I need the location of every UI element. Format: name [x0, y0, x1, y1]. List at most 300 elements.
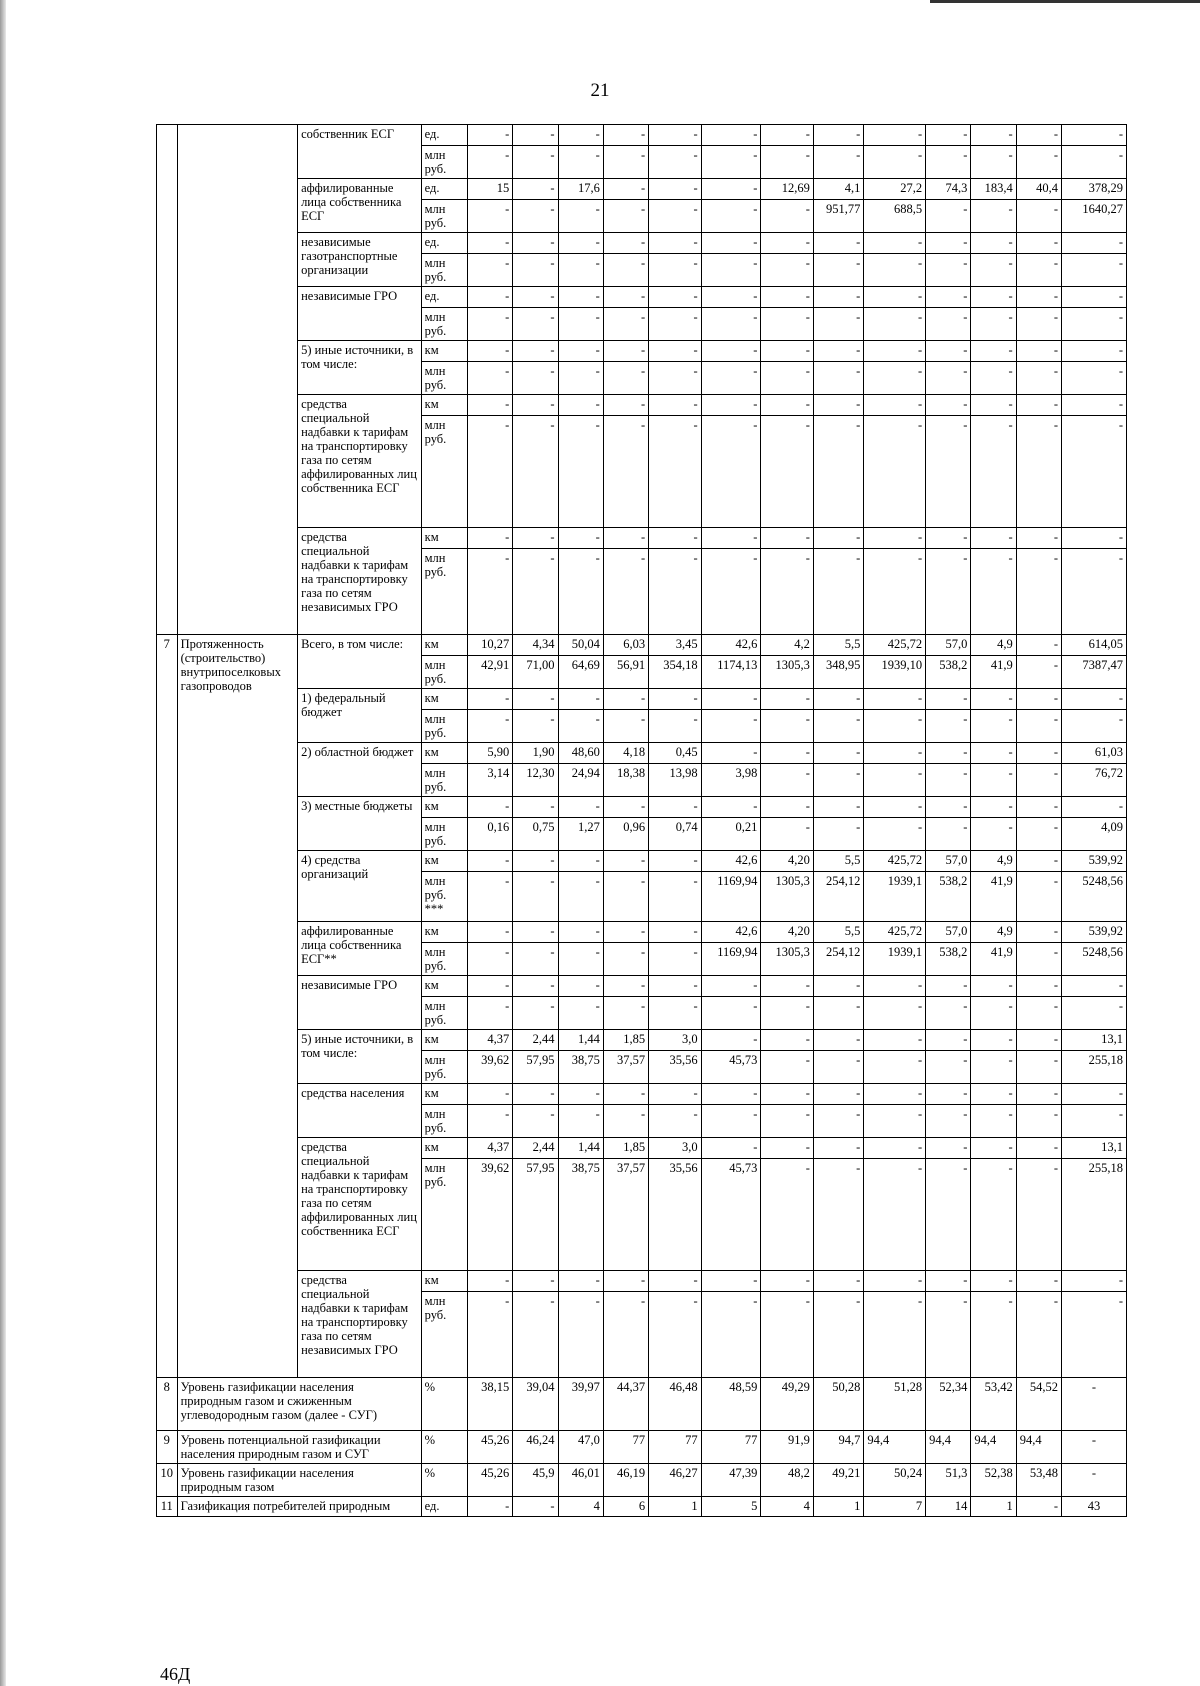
value-cell: -	[761, 528, 814, 549]
value-cell: -	[513, 872, 558, 922]
indicator-name: Уровень потенциальной газификации населения природным газом и СУГ	[177, 1431, 421, 1464]
indicator-name: Уровень газификации населения природным газом и сжиженным углеводородным газом (далее - СУГ)	[177, 1378, 421, 1431]
value-cell: -	[926, 125, 971, 146]
value-cell: -	[1016, 997, 1061, 1030]
value-cell: 1169,94	[701, 943, 761, 976]
value-cell: -	[761, 362, 814, 395]
value-cell: -	[558, 125, 603, 146]
value-cell: 18,38	[603, 764, 648, 797]
value-cell: -	[864, 233, 926, 254]
value-cell: -	[971, 254, 1016, 287]
value-cell: -	[864, 743, 926, 764]
value-cell: 35,56	[649, 1051, 702, 1084]
value-cell: -	[926, 818, 971, 851]
value-cell: -	[1062, 1378, 1127, 1431]
value-cell: -	[761, 797, 814, 818]
value-cell: -	[701, 416, 761, 528]
value-cell: 39,97	[558, 1378, 603, 1431]
value-cell: 1	[971, 1497, 1016, 1517]
value-cell: 1640,27	[1062, 200, 1127, 233]
value-cell: -	[1016, 308, 1061, 341]
value-cell: -	[603, 549, 648, 635]
value-cell: 46,48	[649, 1378, 702, 1431]
value-cell: -	[1016, 146, 1061, 179]
value-cell: -	[926, 797, 971, 818]
value-cell: 49,21	[813, 1464, 863, 1497]
value-cell: -	[971, 1030, 1016, 1051]
value-cell: -	[1016, 341, 1061, 362]
value-cell: -	[649, 851, 702, 872]
value-cell: -	[649, 689, 702, 710]
value-cell: -	[813, 1159, 863, 1271]
value-cell: -	[1062, 1271, 1127, 1292]
value-cell: 57,0	[926, 922, 971, 943]
value-cell: -	[1016, 743, 1061, 764]
unit-cell: ед.	[421, 233, 467, 254]
value-cell: 1169,94	[701, 872, 761, 922]
value-cell: -	[761, 1084, 814, 1105]
value-cell: -	[813, 528, 863, 549]
value-cell: 0,96	[603, 818, 648, 851]
value-cell: 51,3	[926, 1464, 971, 1497]
value-cell: -	[558, 997, 603, 1030]
value-cell: -	[603, 362, 648, 395]
unit-cell: км	[421, 976, 467, 997]
value-cell: -	[603, 997, 648, 1030]
value-cell: 1,85	[603, 1138, 648, 1159]
value-cell: 45,26	[467, 1464, 512, 1497]
value-cell: -	[1016, 1159, 1061, 1271]
value-cell: -	[467, 287, 512, 308]
value-cell: -	[603, 710, 648, 743]
table-row	[157, 743, 1127, 764]
value-cell: -	[649, 710, 702, 743]
unit-cell: км	[421, 1138, 467, 1159]
value-cell: -	[761, 710, 814, 743]
value-cell: -	[558, 287, 603, 308]
value-cell: 74,3	[926, 179, 971, 200]
unit-cell: млн руб.	[421, 146, 467, 179]
value-cell: 3,98	[701, 764, 761, 797]
value-cell: -	[971, 1084, 1016, 1105]
value-cell: -	[1062, 362, 1127, 395]
value-cell: -	[603, 416, 648, 528]
unit-cell: млн руб.	[421, 764, 467, 797]
value-cell: -	[926, 395, 971, 416]
value-cell: -	[701, 1292, 761, 1378]
table-row	[157, 287, 1127, 308]
value-cell: -	[926, 1084, 971, 1105]
value-cell: 4,37	[467, 1138, 512, 1159]
value-cell: 1939,1	[864, 872, 926, 922]
value-cell: -	[813, 1030, 863, 1051]
value-cell: -	[971, 1105, 1016, 1138]
value-cell: -	[864, 1159, 926, 1271]
value-cell: -	[513, 1292, 558, 1378]
value-cell: -	[813, 233, 863, 254]
value-cell: -	[649, 872, 702, 922]
value-cell: -	[926, 200, 971, 233]
source-label: средства специальной надбавки к тарифам на транспортировку газа по сетям независимых ГРО	[298, 1271, 422, 1378]
value-cell: -	[864, 308, 926, 341]
value-cell: -	[813, 287, 863, 308]
value-cell: 5,5	[813, 922, 863, 943]
value-cell: -	[467, 1271, 512, 1292]
value-cell: -	[603, 179, 648, 200]
value-cell: 46,24	[513, 1431, 558, 1464]
value-cell: -	[971, 287, 1016, 308]
value-cell: -	[467, 308, 512, 341]
value-cell: -	[1016, 764, 1061, 797]
value-cell: -	[701, 1105, 761, 1138]
value-cell: -	[761, 818, 814, 851]
value-cell: -	[1062, 308, 1127, 341]
source-label: независимые газотранспортные организации	[298, 233, 422, 287]
value-cell: -	[467, 922, 512, 943]
value-cell: -	[761, 976, 814, 997]
value-cell: -	[701, 710, 761, 743]
value-cell: -	[926, 254, 971, 287]
unit-cell: %	[421, 1464, 467, 1497]
value-cell: -	[971, 764, 1016, 797]
value-cell: 42,91	[467, 656, 512, 689]
source-label: аффилированные лица собственника ЕСГ**	[298, 922, 422, 976]
unit-cell: км	[421, 1030, 467, 1051]
value-cell: 6,03	[603, 635, 648, 656]
value-cell: -	[761, 146, 814, 179]
value-cell: 4,9	[971, 922, 1016, 943]
value-cell: -	[813, 997, 863, 1030]
value-cell: 94,7	[813, 1431, 863, 1464]
value-cell: -	[1062, 416, 1127, 528]
value-cell: -	[1062, 1105, 1127, 1138]
value-cell: -	[813, 1138, 863, 1159]
value-cell: -	[926, 743, 971, 764]
value-cell: -	[971, 341, 1016, 362]
table-row	[157, 1030, 1127, 1051]
value-cell: -	[558, 254, 603, 287]
value-cell: 50,04	[558, 635, 603, 656]
value-cell: -	[761, 549, 814, 635]
value-cell: 57,95	[513, 1159, 558, 1271]
value-cell: 46,27	[649, 1464, 702, 1497]
table-row	[157, 851, 1127, 872]
value-cell: -	[1016, 635, 1061, 656]
value-cell: -	[513, 710, 558, 743]
value-cell: -	[513, 362, 558, 395]
value-cell: -	[971, 797, 1016, 818]
value-cell: -	[926, 1051, 971, 1084]
value-cell: 38,15	[467, 1378, 512, 1431]
value-cell: -	[813, 395, 863, 416]
value-cell: -	[813, 743, 863, 764]
value-cell: -	[603, 1084, 648, 1105]
value-cell: -	[1016, 656, 1061, 689]
value-cell: -	[1016, 851, 1061, 872]
value-cell: -	[701, 233, 761, 254]
source-label: средства специальной надбавки к тарифам на транспортировку газа по сетям аффилированных лиц собственника ЕСГ	[298, 395, 422, 528]
value-cell: 4,09	[1062, 818, 1127, 851]
value-cell: -	[926, 1159, 971, 1271]
value-cell: 77	[603, 1431, 648, 1464]
value-cell: 42,6	[701, 635, 761, 656]
value-cell: -	[813, 797, 863, 818]
value-cell: 47,0	[558, 1431, 603, 1464]
value-cell: 56,91	[603, 656, 648, 689]
value-cell: -	[1016, 125, 1061, 146]
value-cell: -	[649, 1105, 702, 1138]
value-cell: -	[1062, 976, 1127, 997]
value-cell: -	[761, 125, 814, 146]
value-cell: 378,29	[1062, 179, 1127, 200]
value-cell: -	[971, 1051, 1016, 1084]
value-cell: -	[761, 308, 814, 341]
value-cell: -	[864, 416, 926, 528]
value-cell: 1	[813, 1497, 863, 1517]
value-cell: -	[649, 341, 702, 362]
value-cell: -	[926, 528, 971, 549]
value-cell: -	[467, 689, 512, 710]
value-cell: -	[649, 254, 702, 287]
value-cell: 24,94	[558, 764, 603, 797]
value-cell: -	[864, 549, 926, 635]
value-cell: 47,39	[701, 1464, 761, 1497]
value-cell: -	[1062, 146, 1127, 179]
source-label: 1) федеральный бюджет	[298, 689, 422, 743]
value-cell: -	[513, 395, 558, 416]
row-number: 7	[157, 635, 178, 1378]
value-cell: -	[701, 1084, 761, 1105]
value-cell: -	[467, 872, 512, 922]
value-cell: -	[1062, 528, 1127, 549]
table-row	[157, 1271, 1127, 1292]
value-cell: -	[649, 1084, 702, 1105]
value-cell: -	[1016, 1497, 1061, 1517]
value-cell: -	[513, 1105, 558, 1138]
unit-cell: км	[421, 395, 467, 416]
value-cell: -	[971, 125, 1016, 146]
value-cell: -	[761, 1105, 814, 1138]
value-cell: -	[701, 976, 761, 997]
unit-cell: млн руб.	[421, 1051, 467, 1084]
value-cell: -	[603, 1292, 648, 1378]
value-cell: 1939,1	[864, 943, 926, 976]
value-cell: -	[1016, 797, 1061, 818]
value-cell: 45,9	[513, 1464, 558, 1497]
value-cell: -	[1016, 872, 1061, 922]
value-cell: -	[701, 743, 761, 764]
value-cell: -	[467, 710, 512, 743]
value-cell: 46,19	[603, 1464, 648, 1497]
value-cell: -	[971, 818, 1016, 851]
value-cell: -	[971, 146, 1016, 179]
value-cell: -	[926, 689, 971, 710]
value-cell: -	[971, 710, 1016, 743]
unit-cell: млн руб.	[421, 200, 467, 233]
value-cell: 38,75	[558, 1051, 603, 1084]
value-cell: -	[513, 1497, 558, 1517]
unit-cell: км	[421, 1271, 467, 1292]
value-cell: 538,2	[926, 656, 971, 689]
value-cell: 614,05	[1062, 635, 1127, 656]
value-cell: -	[649, 549, 702, 635]
value-cell: -	[971, 1271, 1016, 1292]
value-cell: -	[513, 341, 558, 362]
value-cell: -	[1016, 1051, 1061, 1084]
value-cell: -	[558, 308, 603, 341]
value-cell: -	[761, 200, 814, 233]
value-cell: -	[813, 362, 863, 395]
value-cell: -	[701, 146, 761, 179]
table-row	[157, 1497, 1127, 1517]
value-cell: -	[971, 416, 1016, 528]
value-cell: -	[1062, 710, 1127, 743]
value-cell: -	[813, 818, 863, 851]
source-label: средства специальной надбавки к тарифам на транспортировку газа по сетям аффилированных лиц собственника ЕСГ	[298, 1138, 422, 1271]
value-cell: -	[558, 146, 603, 179]
unit-cell: км	[421, 1084, 467, 1105]
value-cell: -	[467, 362, 512, 395]
value-cell: -	[1062, 1084, 1127, 1105]
unit-cell: млн руб.	[421, 308, 467, 341]
value-cell: 39,04	[513, 1378, 558, 1431]
value-cell: -	[1062, 125, 1127, 146]
value-cell: -	[864, 710, 926, 743]
value-cell: -	[864, 797, 926, 818]
value-cell: -	[513, 179, 558, 200]
value-cell: -	[513, 797, 558, 818]
value-cell: -	[603, 1105, 648, 1138]
value-cell: -	[701, 308, 761, 341]
value-cell: -	[971, 308, 1016, 341]
value-cell: 77	[701, 1431, 761, 1464]
value-cell: -	[603, 125, 648, 146]
unit-cell: км	[421, 528, 467, 549]
value-cell: -	[513, 416, 558, 528]
value-cell: -	[701, 1030, 761, 1051]
value-cell: -	[761, 1051, 814, 1084]
value-cell: -	[513, 528, 558, 549]
value-cell: -	[813, 1271, 863, 1292]
value-cell: -	[649, 362, 702, 395]
value-cell: -	[558, 395, 603, 416]
value-cell: 5248,56	[1062, 943, 1127, 976]
table-row	[157, 125, 1127, 146]
value-cell: 4,9	[971, 635, 1016, 656]
value-cell: -	[813, 976, 863, 997]
value-cell: -	[603, 528, 648, 549]
value-cell: -	[813, 1292, 863, 1378]
value-cell: 50,24	[864, 1464, 926, 1497]
value-cell: -	[926, 362, 971, 395]
value-cell: -	[513, 976, 558, 997]
value-cell: -	[467, 254, 512, 287]
value-cell: -	[513, 943, 558, 976]
value-cell: -	[761, 287, 814, 308]
value-cell: 94,4	[971, 1431, 1016, 1464]
value-cell: 52,38	[971, 1464, 1016, 1497]
table-row	[157, 1138, 1127, 1159]
value-cell: -	[1016, 362, 1061, 395]
value-cell: -	[701, 528, 761, 549]
value-cell: 38,75	[558, 1159, 603, 1271]
value-cell: -	[603, 146, 648, 179]
value-cell: -	[558, 362, 603, 395]
value-cell: 12,30	[513, 764, 558, 797]
value-cell: 4,2	[761, 635, 814, 656]
value-cell: -	[1016, 416, 1061, 528]
value-cell: -	[558, 689, 603, 710]
value-cell: 91,9	[761, 1431, 814, 1464]
table-row	[157, 1431, 1127, 1464]
value-cell: 4,9	[971, 851, 1016, 872]
value-cell: -	[864, 362, 926, 395]
value-cell: -	[1062, 395, 1127, 416]
source-label: собственник ЕСГ	[298, 125, 422, 179]
value-cell: -	[513, 851, 558, 872]
value-cell: 45,73	[701, 1159, 761, 1271]
value-cell: 255,18	[1062, 1051, 1127, 1084]
value-cell: 3,45	[649, 635, 702, 656]
value-cell: -	[603, 308, 648, 341]
value-cell: 49,29	[761, 1378, 814, 1431]
value-cell: -	[1016, 287, 1061, 308]
value-cell: 0,74	[649, 818, 702, 851]
value-cell: -	[926, 233, 971, 254]
value-cell: -	[864, 1292, 926, 1378]
value-cell: -	[649, 179, 702, 200]
value-cell: -	[649, 922, 702, 943]
value-cell: 1305,3	[761, 656, 814, 689]
value-cell: 4,34	[513, 635, 558, 656]
value-cell: 40,4	[1016, 179, 1061, 200]
value-cell: 4,20	[761, 851, 814, 872]
unit-cell: млн руб.	[421, 997, 467, 1030]
value-cell: -	[513, 254, 558, 287]
value-cell: -	[926, 549, 971, 635]
value-cell: -	[971, 1138, 1016, 1159]
value-cell: 13,1	[1062, 1138, 1127, 1159]
value-cell: -	[1016, 1030, 1061, 1051]
source-label: средства специальной надбавки к тарифам на транспортировку газа по сетям независимых ГРО	[298, 528, 422, 635]
value-cell: -	[603, 233, 648, 254]
value-cell: -	[701, 1138, 761, 1159]
value-cell: -	[467, 1497, 512, 1517]
value-cell: -	[1062, 997, 1127, 1030]
value-cell: -	[467, 1105, 512, 1138]
value-cell: 0,21	[701, 818, 761, 851]
value-cell: 51,28	[864, 1378, 926, 1431]
value-cell: -	[513, 689, 558, 710]
value-cell: 15	[467, 179, 512, 200]
value-cell: 1305,3	[761, 943, 814, 976]
table-row	[157, 395, 1127, 416]
value-cell: -	[813, 710, 863, 743]
value-cell: -	[813, 146, 863, 179]
value-cell: -	[701, 395, 761, 416]
value-cell: -	[864, 1084, 926, 1105]
value-cell: 1174,13	[701, 656, 761, 689]
value-cell: 13,1	[1062, 1030, 1127, 1051]
value-cell: -	[1016, 943, 1061, 976]
value-cell: -	[701, 179, 761, 200]
value-cell: -	[467, 976, 512, 997]
value-cell: -	[701, 1271, 761, 1292]
value-cell: -	[1062, 1431, 1127, 1464]
value-cell: -	[1016, 1271, 1061, 1292]
value-cell: -	[1062, 797, 1127, 818]
value-cell: -	[864, 1105, 926, 1138]
